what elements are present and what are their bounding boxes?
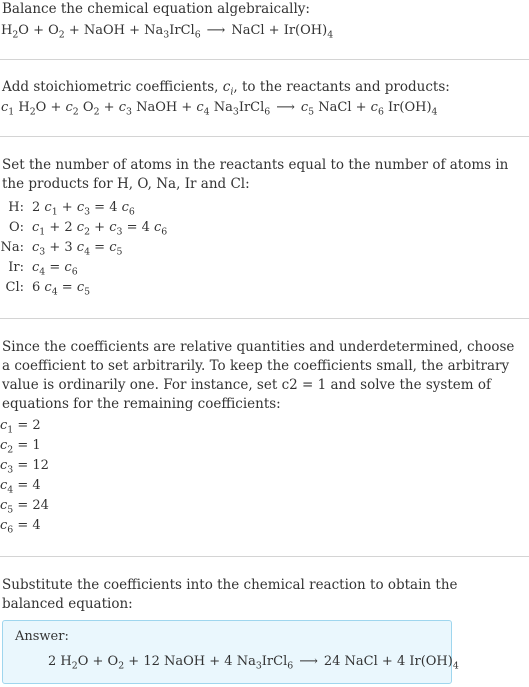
step4-text: Substitute the coefficients into the chemical reaction to obtain the balanced equation: bbox=[2, 577, 458, 612]
coefficient-row: $c_6 = 4$ bbox=[0, 518, 41, 536]
formula-part: IrCl bbox=[169, 23, 195, 38]
divider bbox=[0, 136, 529, 137]
balance-row-ir: Ir: $c_4 = c_6$ bbox=[8, 260, 78, 278]
answer-box bbox=[2, 620, 459, 684]
step3-text: Since the coefficients are relative quantities and underdetermined, choose a coefficient to set arbitrarily. To keep the coefficients small, the arbitrary value is ordinarily one. For instance, set c2 = 1 and solve the system of equations for the remaining coefficients: bbox=[2, 339, 515, 412]
step1-section bbox=[0, 78, 529, 118]
balance-row-o: O: $c_1 + 2$ $c_2 + c_3 = 4$ $c_6$ bbox=[8, 220, 168, 238]
coefficient-row: $c_1 = 2$ bbox=[0, 418, 41, 436]
intro-text: Balance the chemical equation algebraically: bbox=[2, 1, 310, 17]
coefficient-row: $c_3 = 12$ bbox=[0, 458, 49, 476]
formula-part: H bbox=[1, 23, 13, 38]
formula-part: NaCl + Ir(OH) bbox=[231, 23, 328, 38]
reaction-arrow: ⟶ bbox=[206, 23, 226, 38]
reaction-arrow: ⟶ bbox=[276, 100, 295, 115]
balance-row-cl: Cl: 6 $c_4 = c_5$ bbox=[5, 280, 91, 298]
coefficient-solution-list bbox=[0, 416, 529, 536]
coefficient-equation: $c_1$ $H_2O + c_2$ $O_2 + c_3$ NaOH + $c_4$ $Na_3IrCl_6$ ⟶ $c_5$ NaCl + $c_6$ $Ir(OH)_4$ bbox=[1, 100, 438, 118]
formula-sub: 4 bbox=[327, 29, 334, 41]
step2-section bbox=[0, 156, 529, 298]
formula-sub: 6 bbox=[194, 29, 201, 41]
balance-row-h: H: 2 $c_1 + c_3 = 4$ $c_6$ bbox=[8, 200, 135, 218]
step1-text: Add stoichiometric coefficients, $c_i$, to the reactants and products: bbox=[2, 79, 450, 98]
divider bbox=[0, 59, 529, 60]
balance-row-na: Na: $c_3 + 3$ $c_4 = c_5$ bbox=[0, 240, 123, 258]
reaction-arrow: ⟶ bbox=[299, 654, 318, 669]
formula-sub: 2 bbox=[12, 29, 19, 41]
intro-section bbox=[0, 0, 529, 41]
divider bbox=[0, 556, 529, 557]
answer-label: Answer: bbox=[15, 629, 69, 644]
formula-sub: 3 bbox=[163, 29, 170, 41]
formula-sub: 2 bbox=[58, 29, 65, 41]
unbalanced-equation bbox=[0, 21, 529, 41]
formula-part: O + O bbox=[18, 23, 59, 38]
balanced-equation: 2 $H_2O + O_2 + 12$ NaOH + 4 $Na_3IrCl_6$ ⟶ 24 NaCl + 4 $Ir(OH)_4$ bbox=[48, 654, 459, 672]
step3-section bbox=[0, 338, 529, 536]
step4-section bbox=[0, 576, 529, 614]
coefficient-row: $c_4 = 4$ bbox=[0, 478, 41, 496]
coefficient-row: $c_5 = 24$ bbox=[0, 498, 49, 516]
divider bbox=[0, 318, 529, 319]
atom-balance-system bbox=[0, 198, 167, 298]
formula-part: + NaOH + Na bbox=[64, 23, 164, 38]
step2-text: Set the number of atoms in the reactants equal to the number of atoms in the products for H, O, Na, Ir and Cl: bbox=[2, 157, 509, 192]
coefficient-row: $c_2 = 1$ bbox=[0, 438, 41, 456]
